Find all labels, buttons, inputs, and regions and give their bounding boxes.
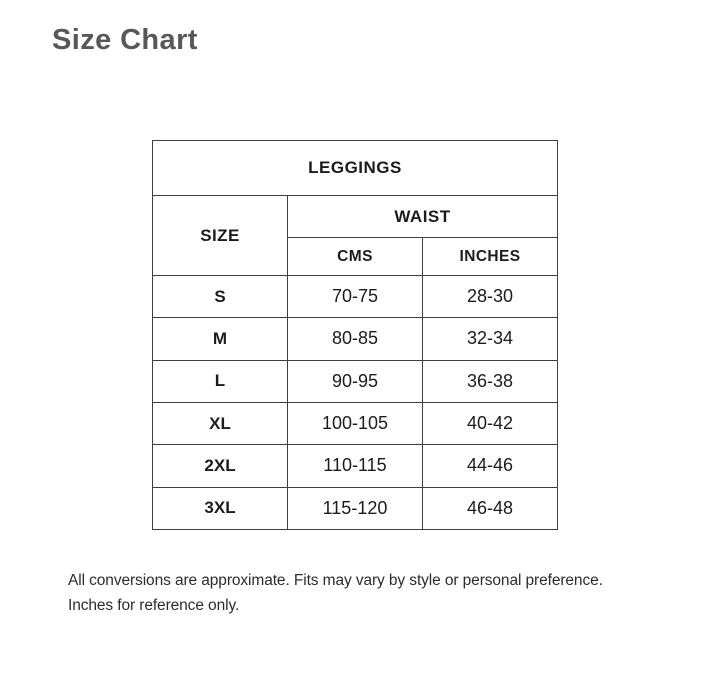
size-chart-table — [152, 140, 558, 530]
size-label: L — [153, 360, 288, 402]
table-title-row — [153, 141, 558, 196]
column-group-waist: WAIST — [288, 196, 558, 238]
column-header-cms: CMS — [288, 238, 423, 276]
column-group-row — [153, 196, 558, 238]
size-label: S — [153, 276, 288, 318]
table-title: LEGGINGS — [153, 141, 558, 196]
cms-value: 70-75 — [288, 276, 423, 318]
footnote-line-1: All conversions are approximate. Fits may vary by style or personal preference. — [68, 572, 603, 589]
inches-value: 44-46 — [423, 445, 558, 487]
cms-value: 100-105 — [288, 402, 423, 444]
cms-value: 115-120 — [288, 487, 423, 529]
table-row — [153, 445, 558, 487]
size-label: XL — [153, 402, 288, 444]
size-label: 3XL — [153, 487, 288, 529]
inches-value: 36-38 — [423, 360, 558, 402]
table-row — [153, 487, 558, 529]
column-header-size: SIZE — [153, 196, 288, 276]
column-header-inches: INCHES — [423, 238, 558, 276]
cms-value: 80-85 — [288, 318, 423, 360]
page-title: Size Chart — [52, 24, 198, 56]
inches-value: 40-42 — [423, 402, 558, 444]
table-row — [153, 360, 558, 402]
size-label: M — [153, 318, 288, 360]
footnote — [68, 568, 678, 618]
inches-value: 46-48 — [423, 487, 558, 529]
table-row — [153, 276, 558, 318]
table-row — [153, 402, 558, 444]
inches-value: 32-34 — [423, 318, 558, 360]
table-row — [153, 318, 558, 360]
footnote-line-2: Inches for reference only. — [68, 597, 240, 614]
size-label: 2XL — [153, 445, 288, 487]
cms-value: 110-115 — [288, 445, 423, 487]
inches-value: 28-30 — [423, 276, 558, 318]
cms-value: 90-95 — [288, 360, 423, 402]
